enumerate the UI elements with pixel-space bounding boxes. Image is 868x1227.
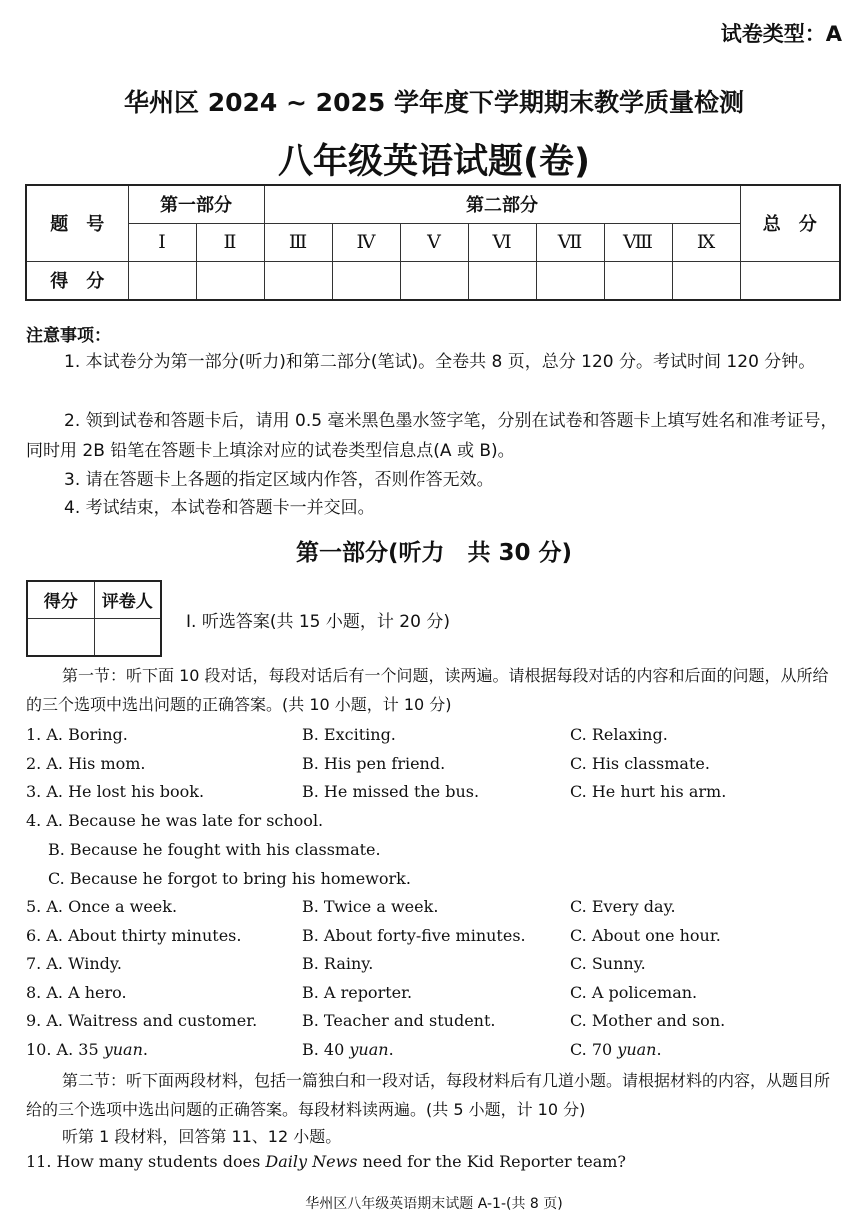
currency-unit: yuan (349, 1040, 389, 1059)
score-cell (196, 261, 264, 300)
score-cell (672, 261, 740, 300)
question-2-option-a: 2. A. His mom. (26, 754, 146, 773)
question-1-option-b: B. Exciting. (302, 725, 396, 744)
question-no-header: 题 号 (26, 185, 128, 261)
column-5: Ⅴ (400, 223, 468, 261)
question-8-option-a: 8. A. A hero. (26, 983, 127, 1002)
question-1-option-c: C. Relaxing. (570, 725, 668, 744)
note-item-1: 1. 本试卷分为第一部分(听力)和第二部分(笔试)。全卷共 8 页，总分 120 分。考试时间 120 分钟。 (64, 352, 816, 372)
column-4: Ⅳ (332, 223, 400, 261)
column-9: Ⅸ (672, 223, 740, 261)
question-11-prefix: 11. How many students does (26, 1152, 266, 1171)
grader-table (26, 580, 162, 657)
total-header: 总 分 (740, 185, 840, 261)
question-10-option-a: 10. A. 35 yuan. (26, 1040, 148, 1059)
question-2-option-c: C. His classmate. (570, 754, 710, 773)
column-1: Ⅰ (128, 223, 196, 261)
question-5-option-a: 5. A. Once a week. (26, 897, 178, 916)
section1-title: Ⅰ. 听选答案(共 15 小题，计 20 分) (186, 612, 450, 632)
paper-type-label: 试卷类型：A (720, 22, 842, 46)
question-6-option-c: C. About one hour. (570, 926, 721, 945)
grader-label: 评卷人 (94, 581, 161, 618)
currency-unit: yuan (617, 1040, 657, 1059)
question-8-option-b: B. A reporter. (302, 983, 413, 1002)
listening-material-note: 听第 1 段材料，回答第 11、12 小题。 (62, 1127, 342, 1146)
grader-name-cell (94, 618, 161, 656)
score-row-header: 得 分 (26, 261, 128, 300)
question-9-option-b: B. Teacher and student. (302, 1011, 496, 1030)
question-7-option-c: C. Sunny. (570, 954, 646, 973)
question-1-option-a: 1. A. Boring. (26, 725, 128, 744)
part1-header: 第一部分 (128, 185, 264, 223)
score-cell (400, 261, 468, 300)
score-cell (264, 261, 332, 300)
part1-heading: 第一部分(听力 共 30 分) (295, 540, 573, 566)
question-2-option-b: B. His pen friend. (302, 754, 446, 773)
column-7: Ⅶ (536, 223, 604, 261)
score-cell (604, 261, 672, 300)
column-6: Ⅵ (468, 223, 536, 261)
question-10-option-c: C. 70 yuan. (570, 1040, 662, 1059)
section2-instruction: 第二节：听下面两段材料，包括一篇独白和一段对话，每段材料后有几道小题。请根据材料的内容，从题目所给的三个选项中选出问题的正确答案。每段材料读两遍。(共 5 小题，计 10 分) (26, 1071, 831, 1119)
option-text: B. 40 (302, 1040, 350, 1059)
column-8: Ⅷ (604, 223, 672, 261)
score-cell (536, 261, 604, 300)
total-score-cell (740, 261, 840, 300)
exam-subtitle: 八年级英语试题(卷) (278, 142, 590, 182)
question-6-option-a: 6. A. About thirty minutes. (26, 926, 242, 945)
question-10-option-b: B. 40 yuan. (302, 1040, 394, 1059)
question-3-option-b: B. He missed the bus. (302, 782, 480, 801)
score-cell (332, 261, 400, 300)
score-cell (128, 261, 196, 300)
column-3: Ⅲ (264, 223, 332, 261)
question-11 (26, 1152, 626, 1171)
question-3-option-a: 3. A. He lost his book. (26, 782, 205, 801)
notes-heading: 注意事项： (26, 326, 111, 346)
grader-score-label: 得分 (27, 581, 94, 618)
question-5-option-b: B. Twice a week. (302, 897, 439, 916)
question-5-option-c: C. Every day. (570, 897, 676, 916)
question-4-option-b: B. Because he fought with his classmate. (48, 840, 381, 859)
question-8-option-c: C. A policeman. (570, 983, 698, 1002)
question-4-option-a: 4. A. Because he was late for school. (26, 811, 324, 830)
question-11-suffix: need for the Kid Reporter team? (357, 1152, 626, 1171)
grader-score-cell (27, 618, 94, 656)
question-7-option-b: B. Rainy. (302, 954, 374, 973)
option-text: C. 70 (570, 1040, 618, 1059)
currency-unit: yuan (103, 1040, 143, 1059)
section1-instruction: 第一节：听下面 10 段对话，每段对话后有一个问题，读两遍。请根据每段对话的内容和后面的问题，从所给的三个选项中选出问题的正确答案。(共 10 小题，计 10 分) (26, 666, 829, 714)
option-text: 10. A. 35 (26, 1040, 104, 1059)
exam-title: 华州区 2024 ~ 2025 学年度下学期期末教学质量检测 (124, 88, 744, 117)
question-3-option-c: C. He hurt his arm. (570, 782, 727, 801)
score-cell (468, 261, 536, 300)
note-item-4: 4. 考试结束，本试卷和答题卡一并交回。 (64, 498, 375, 518)
score-table (25, 184, 841, 301)
column-2: Ⅱ (196, 223, 264, 261)
question-9-option-c: C. Mother and son. (570, 1011, 726, 1030)
question-9-option-a: 9. A. Waitress and customer. (26, 1011, 258, 1030)
note-item-3: 3. 请在答题卡上各题的指定区域内作答，否则作答无效。 (64, 470, 494, 490)
question-4-option-c: C. Because he forgot to bring his homework. (48, 869, 411, 888)
question-6-option-b: B. About forty-five minutes. (302, 926, 526, 945)
page-footer: 华州区八年级英语期末试题 A-1-(共 8 页) (305, 1196, 563, 1212)
publication-name: Daily News (265, 1152, 358, 1171)
note-item-2: 2. 领到试卷和答题卡后，请用 0.5 毫米黑色墨水签字笔，分别在试卷和答题卡上填写姓名和准考证号，同时用 2B 铅笔在答题卡上填涂对应的试卷类型信息点(A 或 B)。 (26, 411, 838, 461)
part2-header: 第二部分 (264, 185, 740, 223)
question-7-option-a: 7. A. Windy. (26, 954, 122, 973)
